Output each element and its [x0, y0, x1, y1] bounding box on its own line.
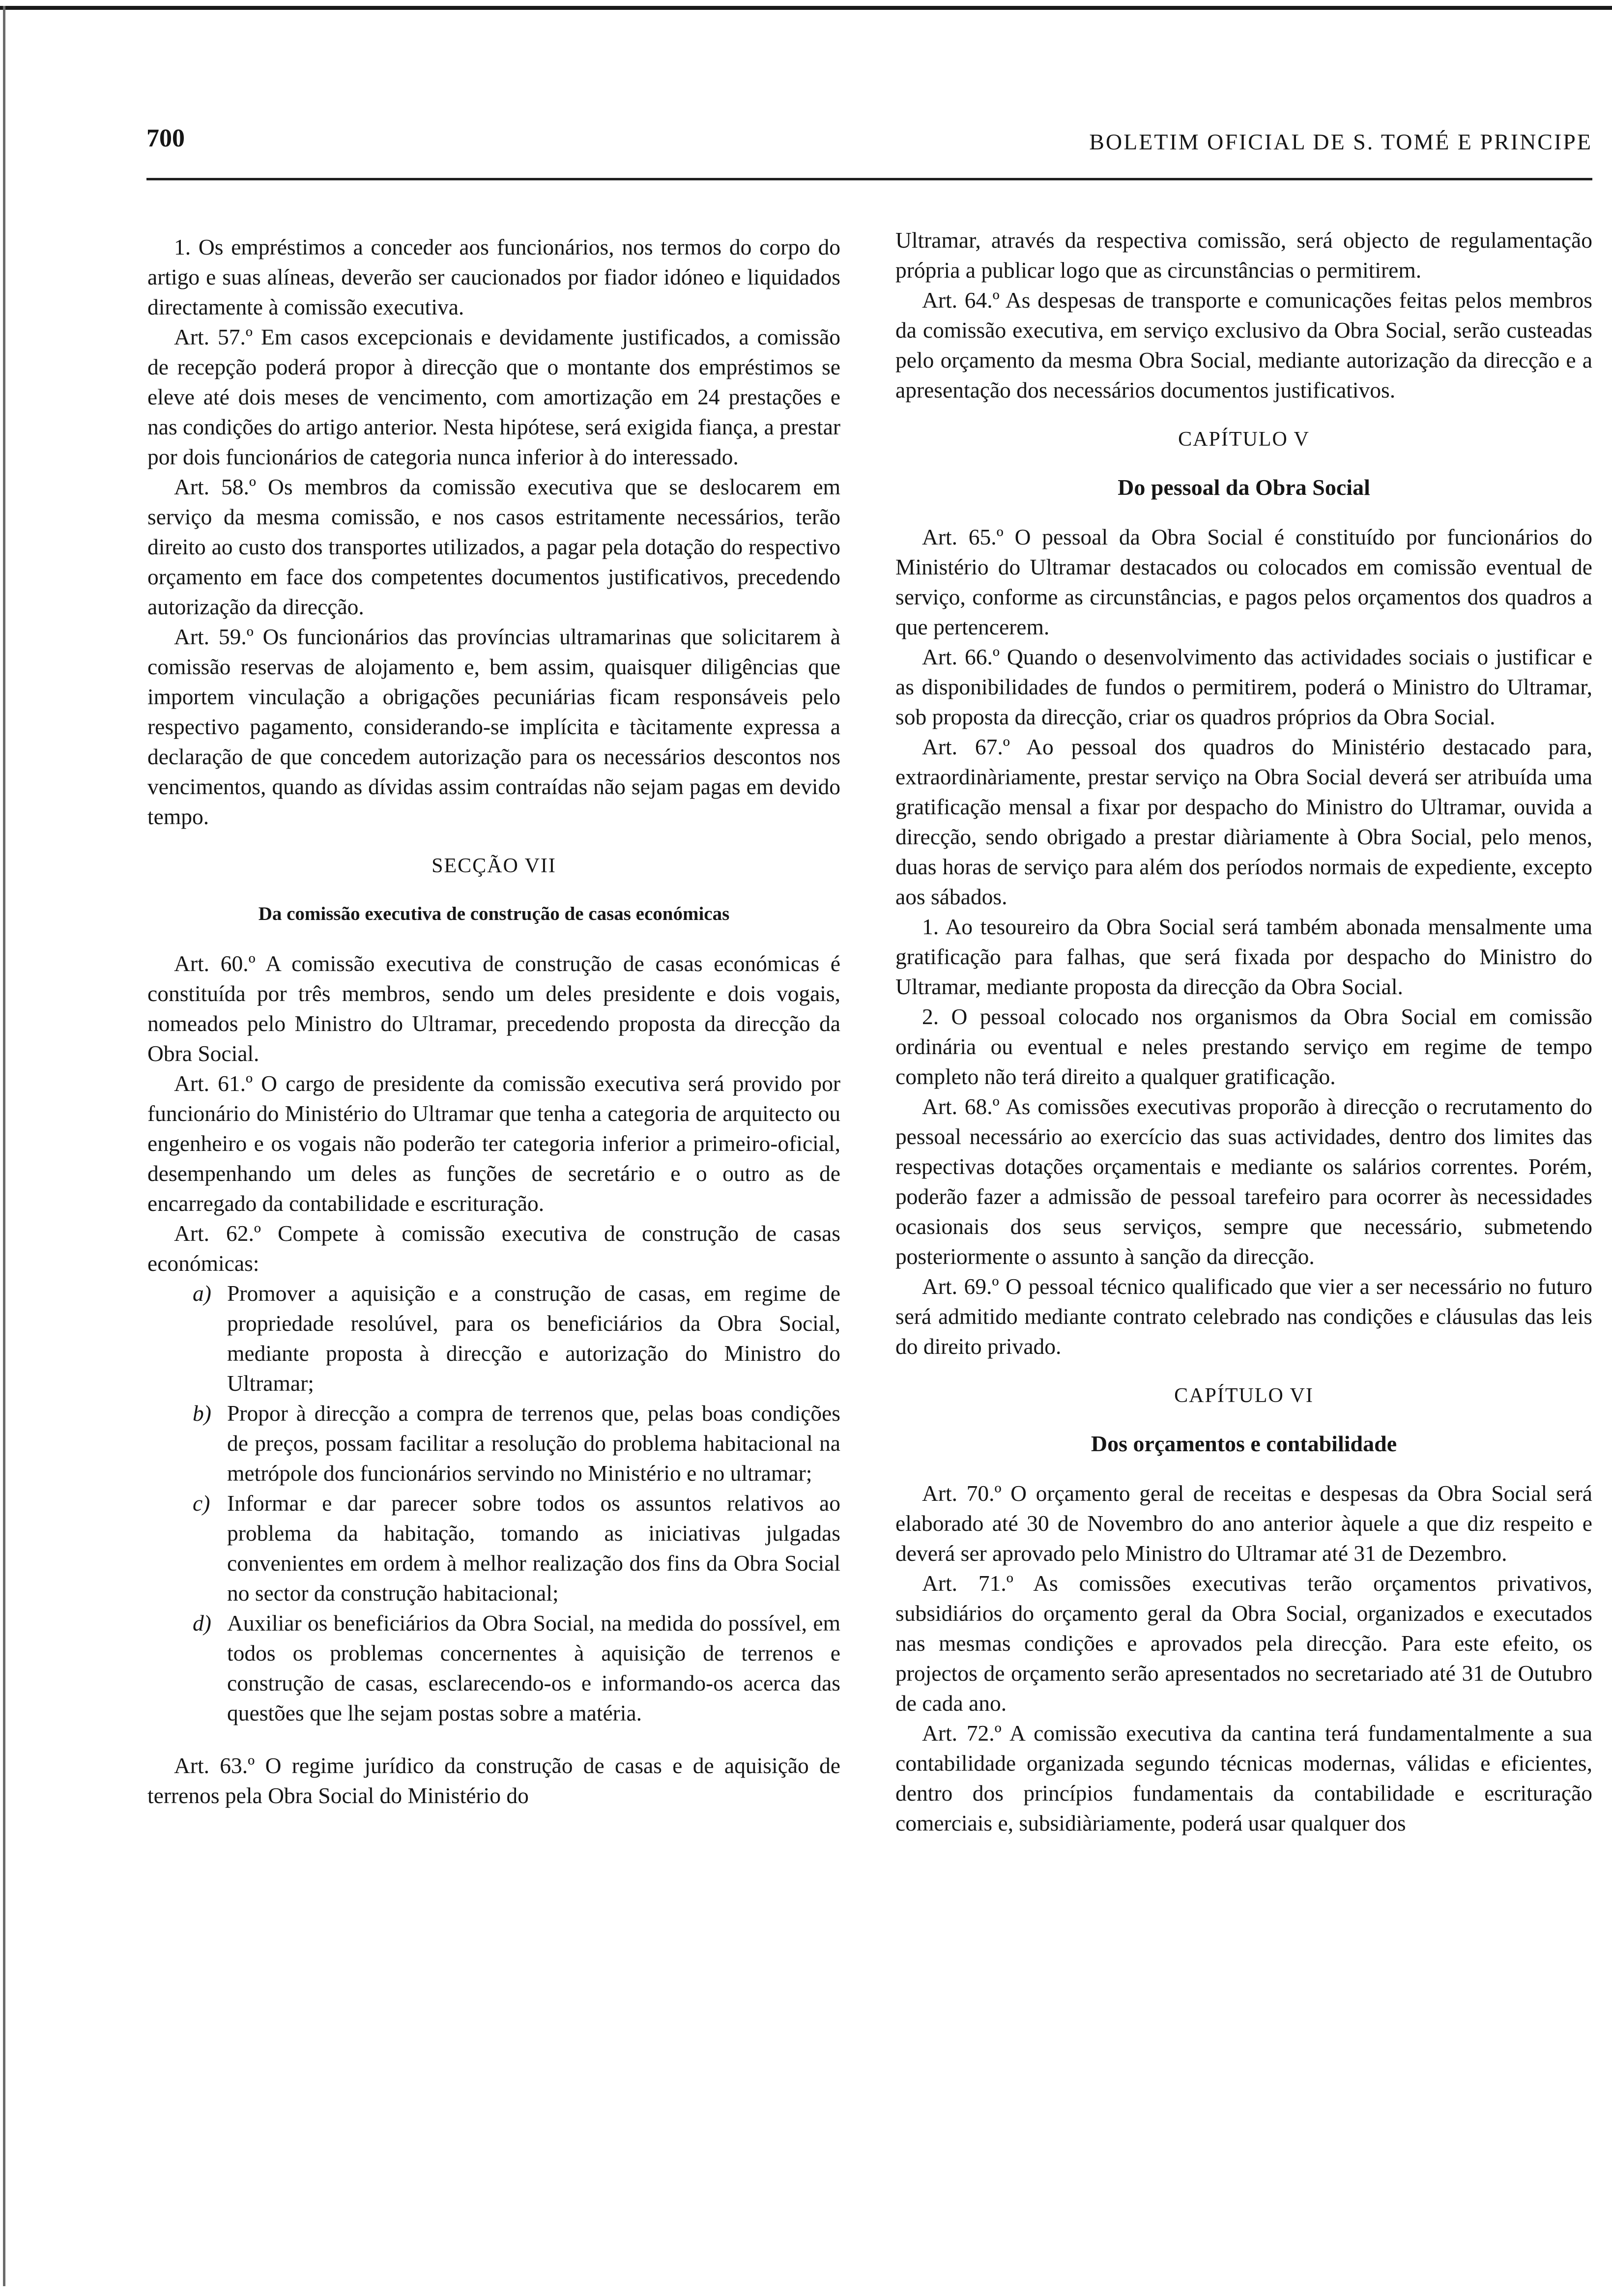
article-58: Art. 58.º Os membros da comissão executiva que se deslocarem em serviço da mesma comissão, e nos casos estritamente necessários, terão direito ao custo dos transportes utilizados, a pagar pela dotação do respectivo orçamento em face dos competentes documentos justificativos, precedendo autorização da direcção. [147, 474, 840, 619]
alinea-mark: b) [193, 1401, 211, 1426]
article-60: Art. 60.º A comissão executiva de construção de casas económicas é constituída por três membros, sendo um deles presidente e dois vogais, nomeados pelo Ministro do Ultramar, precedendo proposta da direcção da Obra Social. [147, 951, 840, 1066]
chapter-5-title: Do pessoal da Obra Social [1118, 475, 1370, 500]
article-62: Art. 62.º Compete à comissão executiva de construção de casas económicas: [147, 1221, 840, 1276]
left-scan-edge [3, 6, 5, 2286]
alinea-item [193, 1488, 840, 1608]
article-67-item-1: 1. Ao tesoureiro da Obra Social será também abonada mensalmente uma gratificação para falhas, que será fixada por despacho do Ministro do Ultramar, mediante proposta da direcção da Obra Social. [895, 914, 1592, 999]
paragraph-loan-guarantee: 1. Os empréstimos a conceder aos funcionários, nos termos do corpo do artigo e suas alíneas, deverão ser caucionados por fiador idóneo e liquidados directamente à comissão executiva. [147, 234, 840, 319]
article-67: Art. 67.º Ao pessoal dos quadros do Ministério destacado para, extraordinàriamente, prestar serviço na Obra Social deverá ser atribuída uma gratificação mensal a fixar por despacho do Ministro do Ultramar, ouvida a direcção, sendo obrigado a prestar diàriamente à Obra Social, pelo menos, duas horas de serviço para além dos períodos normais de expediente, excepto aos sábados. [895, 734, 1592, 909]
alinea-item [193, 1608, 840, 1728]
article-66: Art. 66.º Quando o desenvolvimento das actividades sociais o justificar e as disponibilidades de fundos o permitirem, poderá o Ministro do Ultramar, sob proposta da direcção, criar os quadros próprios da Obra Social. [895, 644, 1592, 729]
right-column [895, 225, 1592, 1838]
article-57: Art. 57.º Em casos excepcionais e devidamente justificados, a comissão de recepção poderá propor à direcção que o montante dos empréstimos se eleve até dois meses de vencimento, com amortização em 24 prestações e nas condições do artigo anterior. Nesta hipótese, será exigida fiança, a prestar por dois funcionários de categoria nunca inferior à do interessado. [147, 324, 840, 469]
alinea-text: Promover a aquisição e a construção de casas, em regime de propriedade resolúvel, para os beneficiários da Obra Social, mediante proposta à direcção e autorização do Ministro do Ultramar; [227, 1281, 840, 1396]
chapter-6-heading: CAPÍTULO VI [1174, 1384, 1314, 1407]
article-69: Art. 69.º O pessoal técnico qualificado que vier a ser necessário no futuro será admitido mediante contrato celebrado nas condições e cláusulas das leis do direito privado. [895, 1274, 1592, 1359]
article-67-item-2: 2. O pessoal colocado nos organismos da Obra Social em comissão ordinária ou eventual e neles prestando serviço em regime de tempo completo não terá direito a qualquer gratificação. [895, 1004, 1592, 1089]
article-65: Art. 65.º O pessoal da Obra Social é constituído por funcionários do Ministério do Ultramar destacados ou colocados em comissão eventual de serviço, conforme as circunstâncias, e pagos pelos orçamentos dos quadros a que pertencerem. [895, 524, 1592, 639]
section-heading: SECÇÃO VII [432, 855, 556, 877]
article-59: Art. 59.º Os funcionários das províncias ultramarinas que solicitarem à comissão reservas de alojamento e, bem assim, quaisquer diligências que importem vinculação a obrigações pecuniárias ficam responsáveis pelo respectivo pagamento, considerando-se implícita e tàcitamente expressa a declaração de que concedem autorização para os necessários descontos nos vencimentos, quando as dívidas assim contraídas não sejam pagas em devido tempo. [147, 624, 840, 829]
running-title: BOLETIM OFICIAL DE S. TOMÉ E PRINCIPE [1089, 129, 1592, 154]
alinea-text: Informar e dar parecer sobre todos os assuntos relativos ao problema da habitação, tomando as iniciativas julgadas convenientes em ordem à melhor realização dos fins da Obra Social no sector da construção habitacional; [227, 1491, 840, 1606]
article-63-start: Art. 63.º O regime jurídico da construção de casas e de aquisição de terrenos pela Obra Social do Ministério do [147, 1753, 840, 1808]
article-72-start: Art. 72.º A comissão executiva da cantina terá fundamentalmente a sua contabilidade organizada segundo técnicas modernas, válidas e eficientes, dentro dos princípios fundamentais da contabilidade e escrituração comerciais e, subsidiàriamente, poderá usar qualquer dos [895, 1721, 1592, 1836]
section-title: Da comissão executiva de construção de casas económicas [258, 903, 730, 924]
alinea-mark: d) [193, 1610, 211, 1636]
chapter-5-heading: CAPÍTULO V [1178, 428, 1310, 451]
alinea-item [193, 1398, 840, 1488]
top-border-line [0, 6, 1612, 10]
alinea-mark: a) [193, 1281, 211, 1306]
chapter-6-title: Dos orçamentos e contabilidade [1091, 1431, 1397, 1456]
page-number: 700 [146, 124, 185, 152]
article-68: Art. 68.º As comissões executivas proporão à direcção o recrutamento do pessoal necessário ao exercício das suas actividades, dentro dos limites das respectivas dotações orçamentais e mediante os salários correntes. Porém, poderão fazer a admissão de pessoal tarefeiro para ocorrer às necessidades ocasionais dos seus serviços, sempre que necessário, submetendo posteriormente o assunto à sanção da direcção. [895, 1094, 1592, 1269]
alinea-text: Propor à direcção a compra de terrenos que, pelas boas condições de preços, possam facilitar a resolução do problema habitacional na metrópole dos funcionários servindo no Ministério e no ultramar; [227, 1401, 840, 1486]
spacer [147, 1728, 840, 1751]
alinea-item [193, 1278, 840, 1398]
alinea-text: Auxiliar os beneficiários da Obra Social, na medida do possível, em todos os problemas concernentes à aquisição de terrenos e construção de casas, esclarecendo-os e informando-os acerca das questões que lhe sejam postas sobre a matéria. [227, 1610, 840, 1725]
left-column [147, 232, 840, 1810]
header-rule [146, 178, 1592, 180]
alinea-mark: c) [193, 1491, 210, 1516]
article-61: Art. 61.º O cargo de presidente da comissão executiva será provido por funcionário do Ministério do Ultramar que tenha a categoria de arquitecto ou engenheiro e os vogais não poderão ter categoria inferior a primeiro-oficial, desempenhando um deles as funções de secretário e o outro as de encarregado da contabilidade e escrituração. [147, 1071, 840, 1216]
article-70: Art. 70.º O orçamento geral de receitas e despesas da Obra Social será elaborado até 30 de Novembro do ano anterior àquele a que diz respeito e deverá ser aprovado pelo Ministro do Ultramar até 31 de Dezembro. [895, 1481, 1592, 1566]
article-63-continued: Ultramar, através da respectiva comissão, será objecto de regulamentação própria a publicar logo que as circunstâncias o permitirem. [895, 228, 1592, 283]
article-64: Art. 64.º As despesas de transporte e comunicações feitas pelos membros da comissão executiva, em serviço exclusivo da Obra Social, serão custeadas pelo orçamento da mesma Obra Social, mediante autorização da direcção e a apresentação dos necessários documentos justificativos. [895, 287, 1592, 402]
article-71: Art. 71.º As comissões executivas terão orçamentos privativos, subsidiários do orçamento geral da Obra Social, organizados e executados nas mesmas condições e aprovados pela direcção. Para este efeito, os projectos de orçamento serão apresentados no secretariado até 31 de Outubro de cada ano. [895, 1571, 1592, 1716]
